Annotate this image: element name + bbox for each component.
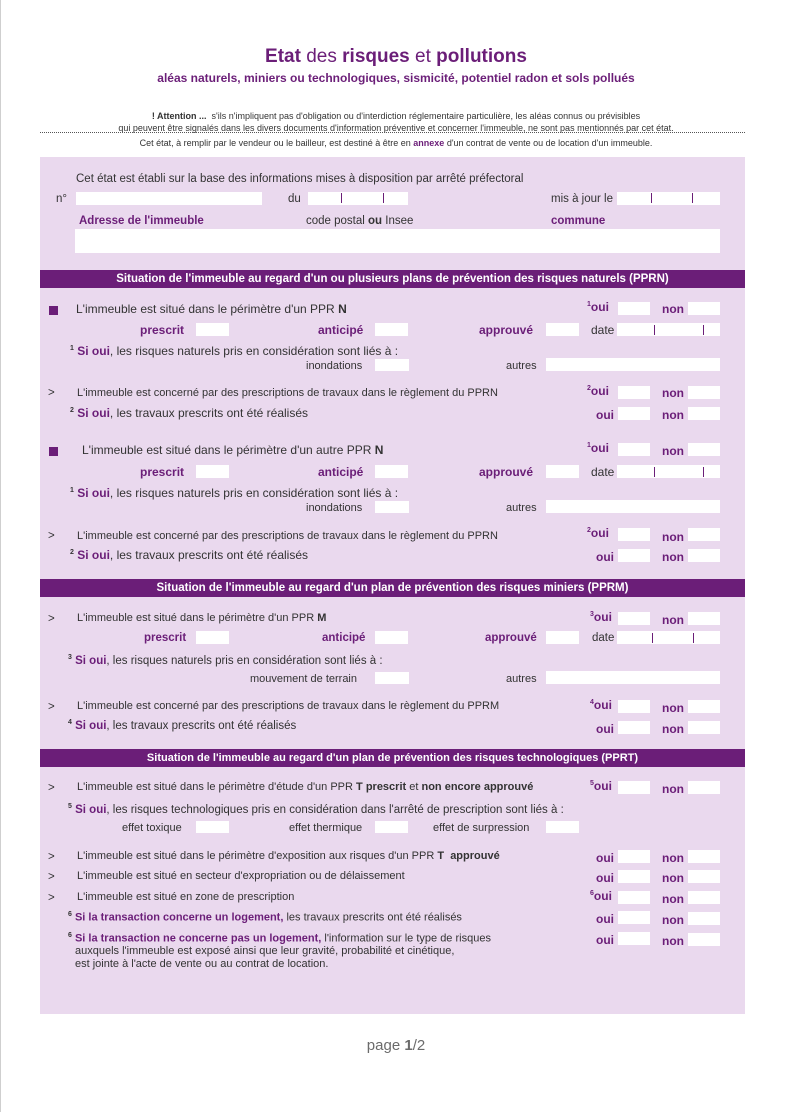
- pprt-etude-oui-label: $^5$oui: [590, 779, 612, 793]
- autres-field[interactable]: [546, 358, 720, 371]
- pprt-secteur-oui-checkbox[interactable]: [618, 870, 650, 883]
- pprm-works-done-text: $^4$ Si oui, les travaux prescrits ont été réalisés: [68, 719, 297, 732]
- pprm-works-oui-checkbox[interactable]: [618, 721, 650, 734]
- document-title: Etat des risques et pollutions: [265, 46, 527, 67]
- works-oui-label: oui: [596, 550, 614, 564]
- pprt-zone-text: L'immeuble est situé en zone de prescription: [77, 891, 295, 903]
- update-label: mis à jour le: [551, 193, 613, 205]
- document-subtitle: aléas naturels, miniers ou technologiques, sismicité, potentiel radon et sols pollués: [157, 71, 635, 85]
- page-number: page 1/2: [366, 1037, 426, 1054]
- toxique-label: effet toxique: [122, 822, 182, 834]
- surpression-checkbox[interactable]: [546, 821, 579, 833]
- pprm-situated-non-checkbox[interactable]: [688, 612, 720, 625]
- mouvement-checkbox[interactable]: [375, 672, 409, 684]
- date-field[interactable]: [617, 323, 720, 336]
- pprn-other-non-checkbox[interactable]: [688, 443, 720, 456]
- risks-linked-text: $^1$ Si oui, les risques naturels pris en considération sont liés à :: [70, 486, 399, 500]
- pprt-secteur-oui-label: oui: [596, 871, 614, 885]
- mouvement-label: mouvement de terrain: [250, 673, 357, 685]
- page-left-edge: [0, 0, 1, 1112]
- autres-label: autres: [506, 502, 537, 514]
- approuve-label: approuvé: [485, 632, 537, 644]
- works-non-label: non: [662, 550, 684, 564]
- pprm-works-non-checkbox[interactable]: [688, 721, 720, 734]
- pprt-zone-non-checkbox[interactable]: [688, 891, 720, 904]
- address-field[interactable]: [75, 229, 720, 253]
- arrete-number-label: n°: [56, 193, 67, 205]
- pprm-situated-oui-label: $^3$oui: [590, 610, 612, 624]
- pprn-situated-non-label: non: [662, 302, 684, 316]
- arrete-text: Cet état est établi sur la base des informations mises à disposition par arrêté préfectoral: [76, 173, 524, 185]
- arrow-marker: >: [48, 782, 55, 794]
- pprm-prescriptions-oui-checkbox[interactable]: [618, 700, 650, 713]
- pprm-situated-non-label: non: [662, 613, 684, 627]
- pprt-non-logement-text: $^6$ Si la transaction ne concerne pas un logement, l'information sur le type de risques: [68, 932, 491, 945]
- arrete-number-field[interactable]: [76, 192, 262, 205]
- anticipe-checkbox[interactable]: [375, 631, 408, 644]
- pprm-section-heading: Situation de l'immeuble au regard d'un plan de prévention des risques miniers (PPRM): [40, 579, 745, 597]
- date-field[interactable]: [617, 465, 720, 478]
- approuve-checkbox[interactable]: [546, 465, 579, 478]
- pprt-non-logement-non-label: non: [662, 934, 684, 948]
- pprt-tech-risks-text: $^5$ Si oui, les risques technologiques pris en considération dans l'arrêté de prescription sont liés à :: [68, 803, 564, 816]
- arrow-marker: >: [48, 851, 55, 863]
- anticipe-label: anticipé: [318, 323, 364, 337]
- date-label: date: [592, 632, 615, 644]
- inondations-checkbox[interactable]: [375, 359, 409, 371]
- works-oui-checkbox[interactable]: [618, 407, 650, 420]
- pprt-zone-oui-checkbox[interactable]: [618, 891, 650, 904]
- prescrit-checkbox[interactable]: [196, 631, 229, 644]
- inondations-checkbox[interactable]: [375, 501, 409, 513]
- pprt-logement-oui-checkbox[interactable]: [618, 911, 650, 924]
- prescrit-label: prescrit: [144, 632, 187, 644]
- pprt-non-logement-line3: est jointe à l'acte de vente ou au contrat de location.: [75, 958, 329, 970]
- works-non-checkbox[interactable]: [688, 549, 720, 562]
- autres-field[interactable]: [546, 500, 720, 513]
- prescriptions-oui-checkbox[interactable]: [618, 528, 650, 541]
- pprn-section-heading: Situation de l'immeuble au regard d'un ou plusieurs plans de prévention des risques naturels (PPRN): [40, 270, 745, 288]
- pprt-logement-non-label: non: [662, 913, 684, 927]
- pprt-etude-non-checkbox[interactable]: [688, 781, 720, 794]
- pprt-logement-non-checkbox[interactable]: [688, 912, 720, 925]
- attention-line-1: ! Attention ... s'ils n'impliquent pas d'obligation ou d'interdiction réglementaire particulière, les aléas connus ou prévisibles: [151, 111, 641, 121]
- pprt-zone-non-label: non: [662, 892, 684, 906]
- pprn-other-oui-label: $^1$oui: [587, 441, 609, 455]
- autres-field[interactable]: [546, 671, 720, 684]
- pprm-situated-oui-checkbox[interactable]: [618, 612, 650, 625]
- date-separator: [654, 325, 655, 335]
- pprn-other-non-label: non: [662, 444, 684, 458]
- pprt-non-logement-line2: auxquels l'immeuble est exposé ainsi que leur gravité, probabilité et cinétique,: [75, 945, 455, 957]
- pprt-expo-oui-checkbox[interactable]: [618, 850, 650, 863]
- approuve-checkbox[interactable]: [546, 631, 579, 644]
- toxique-checkbox[interactable]: [196, 821, 229, 833]
- pprm-works-non-label: non: [662, 722, 684, 736]
- date-separator: [703, 467, 704, 477]
- pprn-prescriptions-text: L'immeuble est concerné par des prescriptions de travaux dans le règlement du PPRN: [77, 387, 498, 399]
- works-oui-checkbox[interactable]: [618, 549, 650, 562]
- pprt-section-heading: Situation de l'immeuble au regard d'un plan de prévention des risques technologiques (PPRT): [40, 749, 745, 767]
- pprt-zone-oui-label: $^6$oui: [590, 889, 612, 903]
- arrow-marker: >: [48, 892, 55, 904]
- prescriptions-oui-label: $^2$oui: [587, 526, 609, 540]
- pprt-non-logement-non-checkbox[interactable]: [688, 933, 720, 946]
- commune-label: commune: [551, 215, 606, 227]
- works-non-label: non: [662, 408, 684, 422]
- pprn-prescriptions-text: L'immeuble est concerné par des prescriptions de travaux dans le règlement du PPRN: [77, 530, 498, 542]
- pprm-risks-linked-text: $^3$ Si oui, les risques naturels pris en considération sont liés à :: [68, 654, 383, 667]
- date-separator: [383, 193, 384, 203]
- prescriptions-oui-label: $^2$oui: [587, 384, 609, 398]
- works-done-text: $^2$ Si oui, les travaux prescrits ont été réalisés: [70, 548, 309, 562]
- prescrit-label: prescrit: [140, 465, 185, 479]
- pprt-etude-oui-checkbox[interactable]: [618, 781, 650, 794]
- autres-label: autres: [506, 360, 537, 372]
- pprn-situated-oui-checkbox[interactable]: [618, 302, 650, 315]
- pprn-situated-oui-label: $^1$oui: [587, 300, 609, 314]
- pprm-prescriptions-text: L'immeuble est concerné par des prescriptions de travaux dans le règlement du PPRM: [77, 700, 500, 712]
- date-separator: [692, 193, 693, 203]
- prescrit-label: prescrit: [140, 323, 185, 337]
- approuve-label: approuvé: [479, 465, 534, 479]
- date-label: date: [591, 465, 615, 479]
- pprm-situated-text: L'immeuble est situé dans le périmètre d'un PPR M: [77, 612, 327, 624]
- date-separator: [341, 193, 342, 203]
- anticipe-label: anticipé: [318, 465, 364, 479]
- dotted-separator: [40, 132, 745, 133]
- arrete-date-field[interactable]: [308, 192, 408, 205]
- thermique-label: effet thermique: [289, 822, 363, 834]
- pprt-etude-non-label: non: [662, 782, 684, 796]
- pprt-logement-text: $^6$ Si la transaction concerne un logement, les travaux prescrits ont été réalisés: [68, 911, 462, 924]
- date-separator: [652, 633, 653, 643]
- arrow-marker: >: [48, 701, 55, 713]
- anticipe-label: anticipé: [322, 632, 366, 644]
- pprt-secteur-text: L'immeuble est situé en secteur d'expropriation ou de délaissement: [77, 870, 405, 882]
- pprt-expo-non-checkbox[interactable]: [688, 850, 720, 863]
- pprn-situated-text: L'immeuble est situé dans le périmètre d'un PPR N: [76, 302, 347, 316]
- date-separator: [651, 193, 652, 203]
- prescrit-checkbox[interactable]: [196, 465, 229, 478]
- works-non-checkbox[interactable]: [688, 407, 720, 420]
- prescriptions-non-label: non: [662, 530, 684, 544]
- pprt-expo-oui-label: oui: [596, 851, 614, 865]
- update-date-field[interactable]: [617, 192, 720, 205]
- approuve-checkbox[interactable]: [546, 323, 579, 336]
- pprm-prescriptions-non-checkbox[interactable]: [688, 700, 720, 713]
- thermique-checkbox[interactable]: [375, 821, 408, 833]
- date-separator: [703, 325, 704, 335]
- bullet-square-icon: [49, 306, 58, 315]
- pprt-logement-oui-label: oui: [596, 912, 614, 926]
- approuve-label: approuvé: [479, 323, 534, 337]
- inondations-label: inondations: [306, 502, 363, 514]
- postal-label: code postal ou Insee: [306, 215, 414, 227]
- pprt-exposition-text: L'immeuble est situé dans le périmètre d'exposition aux risques d'un PPR T approuvé: [77, 850, 500, 862]
- pprm-works-oui-label: oui: [596, 722, 614, 736]
- date-label: date: [591, 323, 615, 337]
- works-done-text: $^2$ Si oui, les travaux prescrits ont été réalisés: [70, 406, 309, 420]
- pprm-prescriptions-non-label: non: [662, 701, 684, 715]
- anticipe-checkbox[interactable]: [375, 323, 408, 336]
- attention-line-2: qui peuvent être signalés dans les divers documents d'information préventive et concerner l'immeuble, ne sont pas mentionnés par cet état.: [118, 123, 674, 133]
- pprt-secteur-non-label: non: [662, 871, 684, 885]
- works-oui-label: oui: [596, 408, 614, 422]
- inondations-label: inondations: [306, 360, 363, 372]
- prescriptions-oui-checkbox[interactable]: [618, 386, 650, 399]
- bullet-square-icon: [49, 447, 58, 456]
- risks-linked-text: $^1$ Si oui, les risques naturels pris en considération sont liés à :: [70, 344, 399, 358]
- pprt-etude-text: L'immeuble est situé dans le périmètre d'étude d'un PPR T prescrit et non encore approuvé: [77, 781, 534, 793]
- surpression-label: effet de surpression: [433, 822, 530, 834]
- pprt-secteur-non-checkbox[interactable]: [688, 870, 720, 883]
- annex-note: Cet état, à remplir par le vendeur ou le bailleur, est destiné à être en annexe d'un contrat de vente ou de location d'un immeuble.: [139, 138, 653, 148]
- arrow-marker: >: [48, 387, 55, 399]
- prescriptions-non-checkbox[interactable]: [688, 528, 720, 541]
- anticipe-checkbox[interactable]: [375, 465, 408, 478]
- autres-label: autres: [506, 673, 537, 685]
- pprt-non-logement-oui-checkbox[interactable]: [618, 932, 650, 945]
- pprn-other-situated-text: L'immeuble est situé dans le périmètre d'un autre PPR N: [82, 443, 384, 457]
- pprt-expo-non-label: non: [662, 851, 684, 865]
- pprn-other-oui-checkbox[interactable]: [618, 443, 650, 456]
- pprm-prescriptions-oui-label: $^4$oui: [590, 698, 612, 712]
- arrow-marker: >: [48, 871, 55, 883]
- arrete-date-label: du: [288, 193, 301, 205]
- prescriptions-non-label: non: [662, 386, 684, 400]
- pprt-non-logement-oui-label: oui: [596, 933, 614, 947]
- arrow-marker: >: [48, 530, 55, 542]
- prescrit-checkbox[interactable]: [196, 323, 229, 336]
- pprn-situated-non-checkbox[interactable]: [688, 302, 720, 315]
- address-label: Adresse de l'immeuble: [79, 215, 204, 227]
- date-field[interactable]: [617, 631, 720, 644]
- date-separator: [654, 467, 655, 477]
- prescriptions-non-checkbox[interactable]: [688, 386, 720, 399]
- arrow-marker: >: [48, 613, 55, 625]
- date-separator: [693, 633, 694, 643]
